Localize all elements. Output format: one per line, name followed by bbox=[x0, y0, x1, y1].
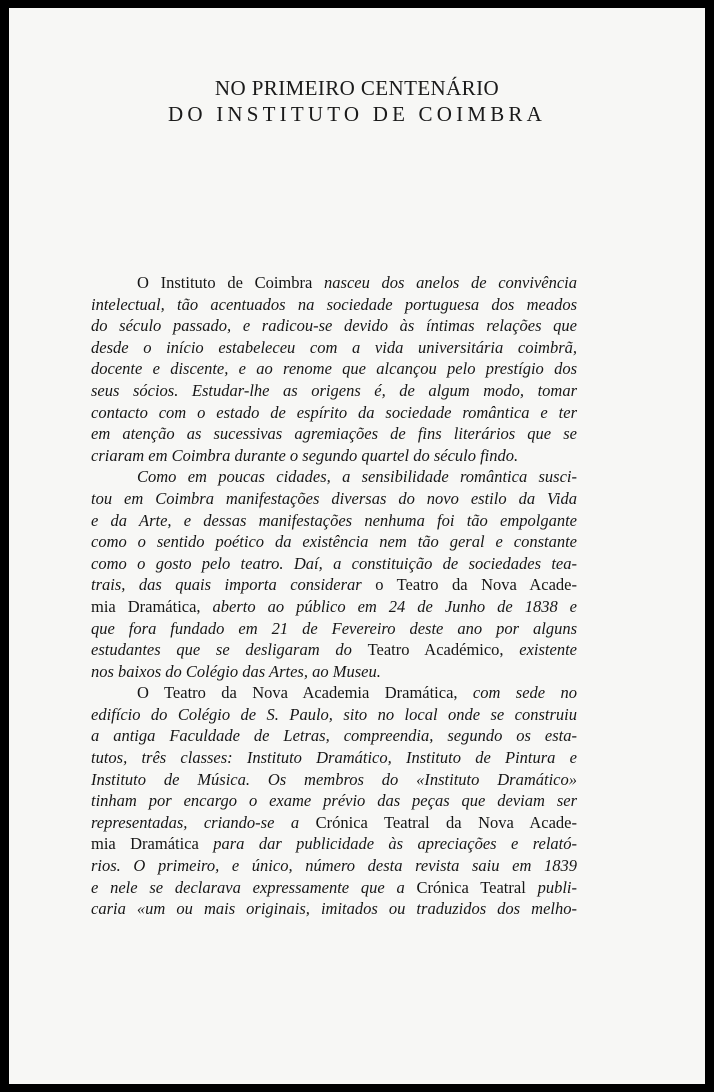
text-segment: rios. O primeiro, e único, número desta revista saiu em 1839 bbox=[91, 856, 577, 876]
text-segment: Teatro Académico, bbox=[367, 640, 520, 660]
text-line bbox=[91, 747, 577, 769]
text-line bbox=[91, 790, 577, 812]
text-line bbox=[91, 423, 577, 445]
text-segment: tinham por encargo o exame prévio das peças que deviam ser bbox=[91, 791, 577, 811]
text-segment: O Teatro da Nova Academia Dramática, bbox=[137, 683, 473, 703]
text-line bbox=[91, 725, 577, 747]
text-segment: estudantes que se desligaram do bbox=[91, 640, 368, 660]
text-line bbox=[91, 315, 577, 337]
text-segment: que fora fundado em 21 de Fevereiro deste ano por alguns bbox=[91, 618, 577, 638]
text-segment: intelectual, tão acentuados na sociedade portuguesa dos meados bbox=[91, 294, 577, 314]
title-line-2: DO INSTITUTO DE COIMBRA bbox=[168, 102, 546, 126]
text-segment: trais, das quais importa considerar bbox=[91, 575, 376, 595]
body-text bbox=[91, 272, 577, 920]
text-segment: nos baixos do Colégio das Artes, ao Museu. bbox=[91, 661, 381, 681]
text-segment: e nele se declarava expressamente que a bbox=[91, 877, 417, 897]
text-segment: aberto ao público em 24 de Junho de 1838 e bbox=[212, 596, 577, 616]
text-line bbox=[91, 898, 577, 920]
text-line bbox=[91, 466, 577, 488]
text-line bbox=[91, 553, 577, 575]
text-segment: Como em poucas cidades, a sensibilidade romântica susci- bbox=[137, 467, 577, 487]
text-segment: em atenção as sucessivas agremiações de fins literários que se bbox=[91, 424, 577, 444]
text-segment: como o gosto pelo teatro. Daí, a constituição de sociedades tea- bbox=[91, 553, 577, 573]
text-segment: do século passado, e radicou-se devido às íntimas relações que bbox=[91, 316, 577, 336]
text-line bbox=[91, 574, 577, 596]
text-line bbox=[91, 531, 577, 553]
text-segment: a antiga Faculdade de Letras, compreendia, segundo os esta- bbox=[91, 726, 577, 746]
text-segment: o Teatro da Nova Acade- bbox=[375, 575, 578, 595]
text-segment: O Instituto de Coimbra bbox=[137, 273, 325, 292]
document-page bbox=[9, 8, 705, 1084]
text-line bbox=[91, 488, 577, 510]
text-line bbox=[91, 294, 577, 316]
text-segment: representadas, criando-se a bbox=[91, 812, 316, 832]
text-line bbox=[91, 358, 577, 380]
text-line bbox=[91, 855, 577, 877]
text-segment: mia Dramática bbox=[91, 834, 214, 854]
text-segment: para dar publicidade às apreciações e relató- bbox=[213, 834, 578, 854]
text-segment: existente bbox=[519, 640, 577, 660]
text-line bbox=[91, 682, 577, 704]
text-line bbox=[91, 639, 577, 661]
text-line bbox=[91, 704, 577, 726]
text-segment: e da Arte, e dessas manifestações nenhuma foi tão empolgante bbox=[91, 510, 577, 530]
text-line bbox=[91, 833, 577, 855]
text-segment: tutos, três classes: Instituto Dramático, Instituto de Pintura e bbox=[91, 748, 577, 768]
text-segment: tou em Coimbra manifestações diversas do novo estilo da Vida bbox=[91, 488, 577, 508]
text-line bbox=[91, 596, 577, 618]
text-segment: desde o início estabeleceu com a vida universitária coimbrã, bbox=[91, 337, 577, 357]
text-line bbox=[91, 510, 577, 532]
text-segment: criaram em Coimbra durante o segundo quartel do século findo. bbox=[91, 445, 519, 465]
text-segment: com sede no bbox=[472, 683, 577, 703]
text-segment: seus sócios. Estudar-lhe as origens é, de algum modo, tomar bbox=[91, 380, 577, 400]
text-segment: Crónica Teatral da Nova Acade- bbox=[315, 812, 577, 832]
text-line bbox=[91, 380, 577, 402]
text-segment: como o sentido poético da existência nem tão geral e constante bbox=[91, 532, 577, 552]
text-segment: Crónica Teatral bbox=[416, 877, 538, 897]
text-segment: caria «um ou mais originais, imitados ou traduzidos dos melho- bbox=[91, 899, 577, 919]
text-line bbox=[91, 812, 577, 834]
text-line bbox=[91, 877, 577, 899]
text-segment: edifício do Colégio de S. Paulo, sito no local onde se construiu bbox=[91, 704, 577, 724]
title-line-1: NO PRIMEIRO CENTENÁRIO bbox=[214, 76, 500, 100]
text-segment: contacto com o estado de espírito da sociedade romântica e ter bbox=[91, 402, 577, 422]
text-segment: publi- bbox=[537, 877, 577, 897]
text-line bbox=[91, 618, 577, 640]
text-line bbox=[91, 272, 577, 294]
text-line bbox=[91, 402, 577, 424]
text-segment: docente e discente, e ao renome que alcançou pelo prestígio dos bbox=[91, 359, 577, 379]
text-line bbox=[91, 661, 577, 683]
text-segment: mia Dramática, bbox=[91, 596, 213, 616]
text-line bbox=[91, 445, 577, 467]
text-segment: Instituto de Música. Os membros do «Instituto Dramático» bbox=[91, 769, 577, 789]
text-line bbox=[91, 769, 577, 791]
text-line bbox=[91, 337, 577, 359]
text-segment: nasceu dos anelos de convivência bbox=[324, 273, 577, 292]
